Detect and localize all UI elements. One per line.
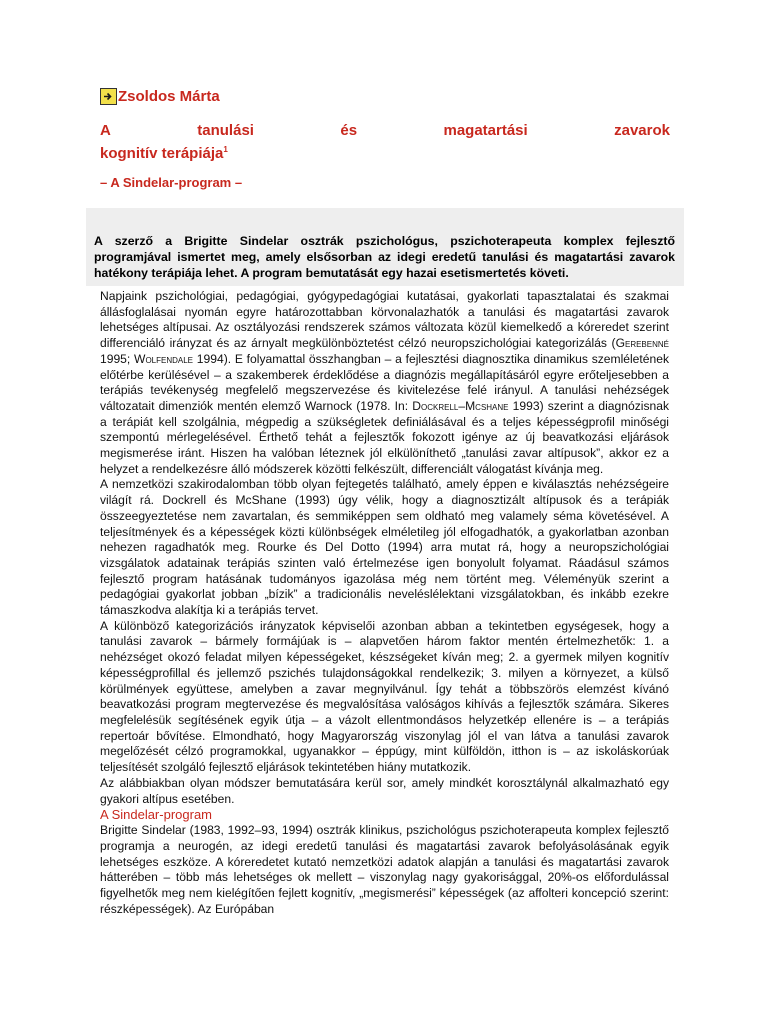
- title-word: és: [340, 122, 358, 139]
- paragraph: Brigitte Sindelar (1983, 1992–93, 1994) osztrák klinikus, pszichológus pszichoterapeuta komplex fejlesztő programja a neurogén, az idegi eredetű tanulási és magatartási zavarok befolyásolásának egyik lehetséges eszköze. A kóreredetet kutató nemzetközi adatok alapján a tanulási és magatartási zavarok hátterében – több más lehetséges ok mellett – viszonylag nagy gyakorisággal, 20%-os előfordulással figyelhetők meg nem kielégítően fejlett kognitív, „megismerési” képességek (az affolteri koncepció szerint: részképességek). Az Európában: [100, 823, 669, 916]
- article-subtitle: – A Sindelar-program –: [100, 175, 243, 190]
- citation: Dockrell–Mcshane: [412, 398, 509, 413]
- article-title: [100, 121, 670, 163]
- author-line: [100, 86, 220, 106]
- paragraph: Napjaink pszichológiai, pedagógiai, gyógypedagógiai kutatásai, gyakorlati tapasztalatai és szakmai állásfoglalásai nyomán egyre határozottabban körvonalazhatók a tanulási és magatartási zavarok lehetséges altípusai. Az osztályozási rendszerek számos változata közül kiemelkedő a kóreredet szerint differenciáló irányzat és az árnyalt megkülönböztetést célzó neuropszichológiai kategorizálás (Gerebenné 1995; Wolfendale 1994). E folyamattal összhangban – a fejlesztési diagnosztika dinamikus szemléletének előtérbe kerülésével – a szakemberek érdeklődése a diagnózis megállapításáról egyre erőteljesebben a terápiás tevékenység megfelelő megszervezése és kivitelezése felé irányul. A tanulási nehézségek változatait dimenziók mentén elemző Warnock (1978. In: Dockrell–Mcshane 1993) szerint a diagnózisnak a terápiát kell szolgálnia, mégpedig a szükségletek definiálásával és a teljes képességprofil minőségi szempontú mérlegelésével. Érthető tehát a fejlesztők fokozott igénye az új beavatkozási eljárások megismerése iránt. Hiszen ha valóban léteznek jól elkülöníthető „tanulási zavar altípusok”, akkor ez a helyzet a rendelkezésre álló módszerek közötti felkészült, differenciált válogatást kívánja meg.: [100, 289, 669, 476]
- title-word: zavarok: [614, 122, 670, 139]
- author-name[interactable]: Zsoldos Márta: [118, 87, 220, 105]
- abstract-text: A szerző a Brigitte Sindelar osztrák pszichológus, pszichoterapeuta komplex fejlesztő programjával ismertet meg, amely elsősorban az idegi eredetű tanulási és magatartási zavarok hatékony terápiája lehet. A program bemutatását egy hazai esetismertetés követi.: [94, 234, 675, 280]
- paragraph: Az alábbiakban olyan módszer bemutatására kerül sor, amely mindkét korosztálynál alkalmazható egy gyakori altípus esetében.: [100, 775, 669, 806]
- title-line-2: kognitív terápiája: [100, 145, 224, 162]
- title-word: tanulási: [197, 122, 254, 139]
- paragraph: A nemzetközi szakirodalomban több olyan fejtegetés található, amely éppen e kiválasztás nehézségeire világít rá. Dockrell és McShane (1993) úgy vélik, hogy a diagnosztizált altípusok és a terápiák összeegyeztetése nem zavartalan, és semmiképpen sem oldható meg valamely séma követésével. A teljesítmények és a képességek közti különbségek elméletileg jól elfogadhatók, a gyakorlatban azonban nehezen ragadhatók meg. Rourke és Del Dotto (1994) arra mutat rá, hogy a neuropszichológiai vizsgálatok adatainak terápiás szinten való értelmezése igen bonyolult folyamat. Ráadásul számos fejlesztő program hatásának tudományos igazolása még nem történt meg. Véleményük szerint a pedagógiai gyakorlat jobban „bízik” a tradicionális neveléslélektani vizsgálatokban, és inkább ezekre támaszkodva alakítja ki a terápiás tervet.: [100, 477, 669, 618]
- citation: Gerebenné: [615, 336, 669, 351]
- citation: Wolfendale: [134, 351, 194, 366]
- section-heading: A Sindelar-program: [100, 807, 212, 823]
- paragraph: A különböző kategorizációs irányzatok képviselői azonban abban a tekintetben egységesek, hogy a tanulási zavarok – bármely formájúak is – alapvetően három faktor mentén értelmezhetők: 1. a nehézséget okozó feladat milyen képességeket, készségeket kíván meg; 2. a gyermek milyen kognitív képességprofillal és jellemző pszichés tulajdonságokkal rendelkezik; 3. milyen a környezet, a külső körülmények együttese, amelyben a zavar megnyilvánul. Így tehát a többszörös elemzést kívánó beavatkozási program megtervezése és megvalósítása valóságos kihívás a fejlesztők számára. Sikeres megfelelésük segítésének egyik útja – a vázolt ellentmondásos helyzetkép ellenére is – a terápiás repertoár bővítése. Elmondható, hogy Magyarország viszonylag jól el van látva a tanulási zavarok megelőzését célzó programokkal, ugyanakkor – éppúgy, mint külföldön, itthon is – az iskoláskorúak teljesítését szolgáló fejlesztő eljárások tekintetében hiány mutatkozik.: [100, 618, 669, 775]
- arrow-link-icon[interactable]: [100, 88, 117, 105]
- abstract-box: [86, 208, 684, 286]
- article-body: [100, 289, 669, 917]
- title-word: A: [100, 122, 111, 139]
- footnote-mark[interactable]: 1: [223, 145, 228, 154]
- title-word: magatartási: [443, 122, 528, 139]
